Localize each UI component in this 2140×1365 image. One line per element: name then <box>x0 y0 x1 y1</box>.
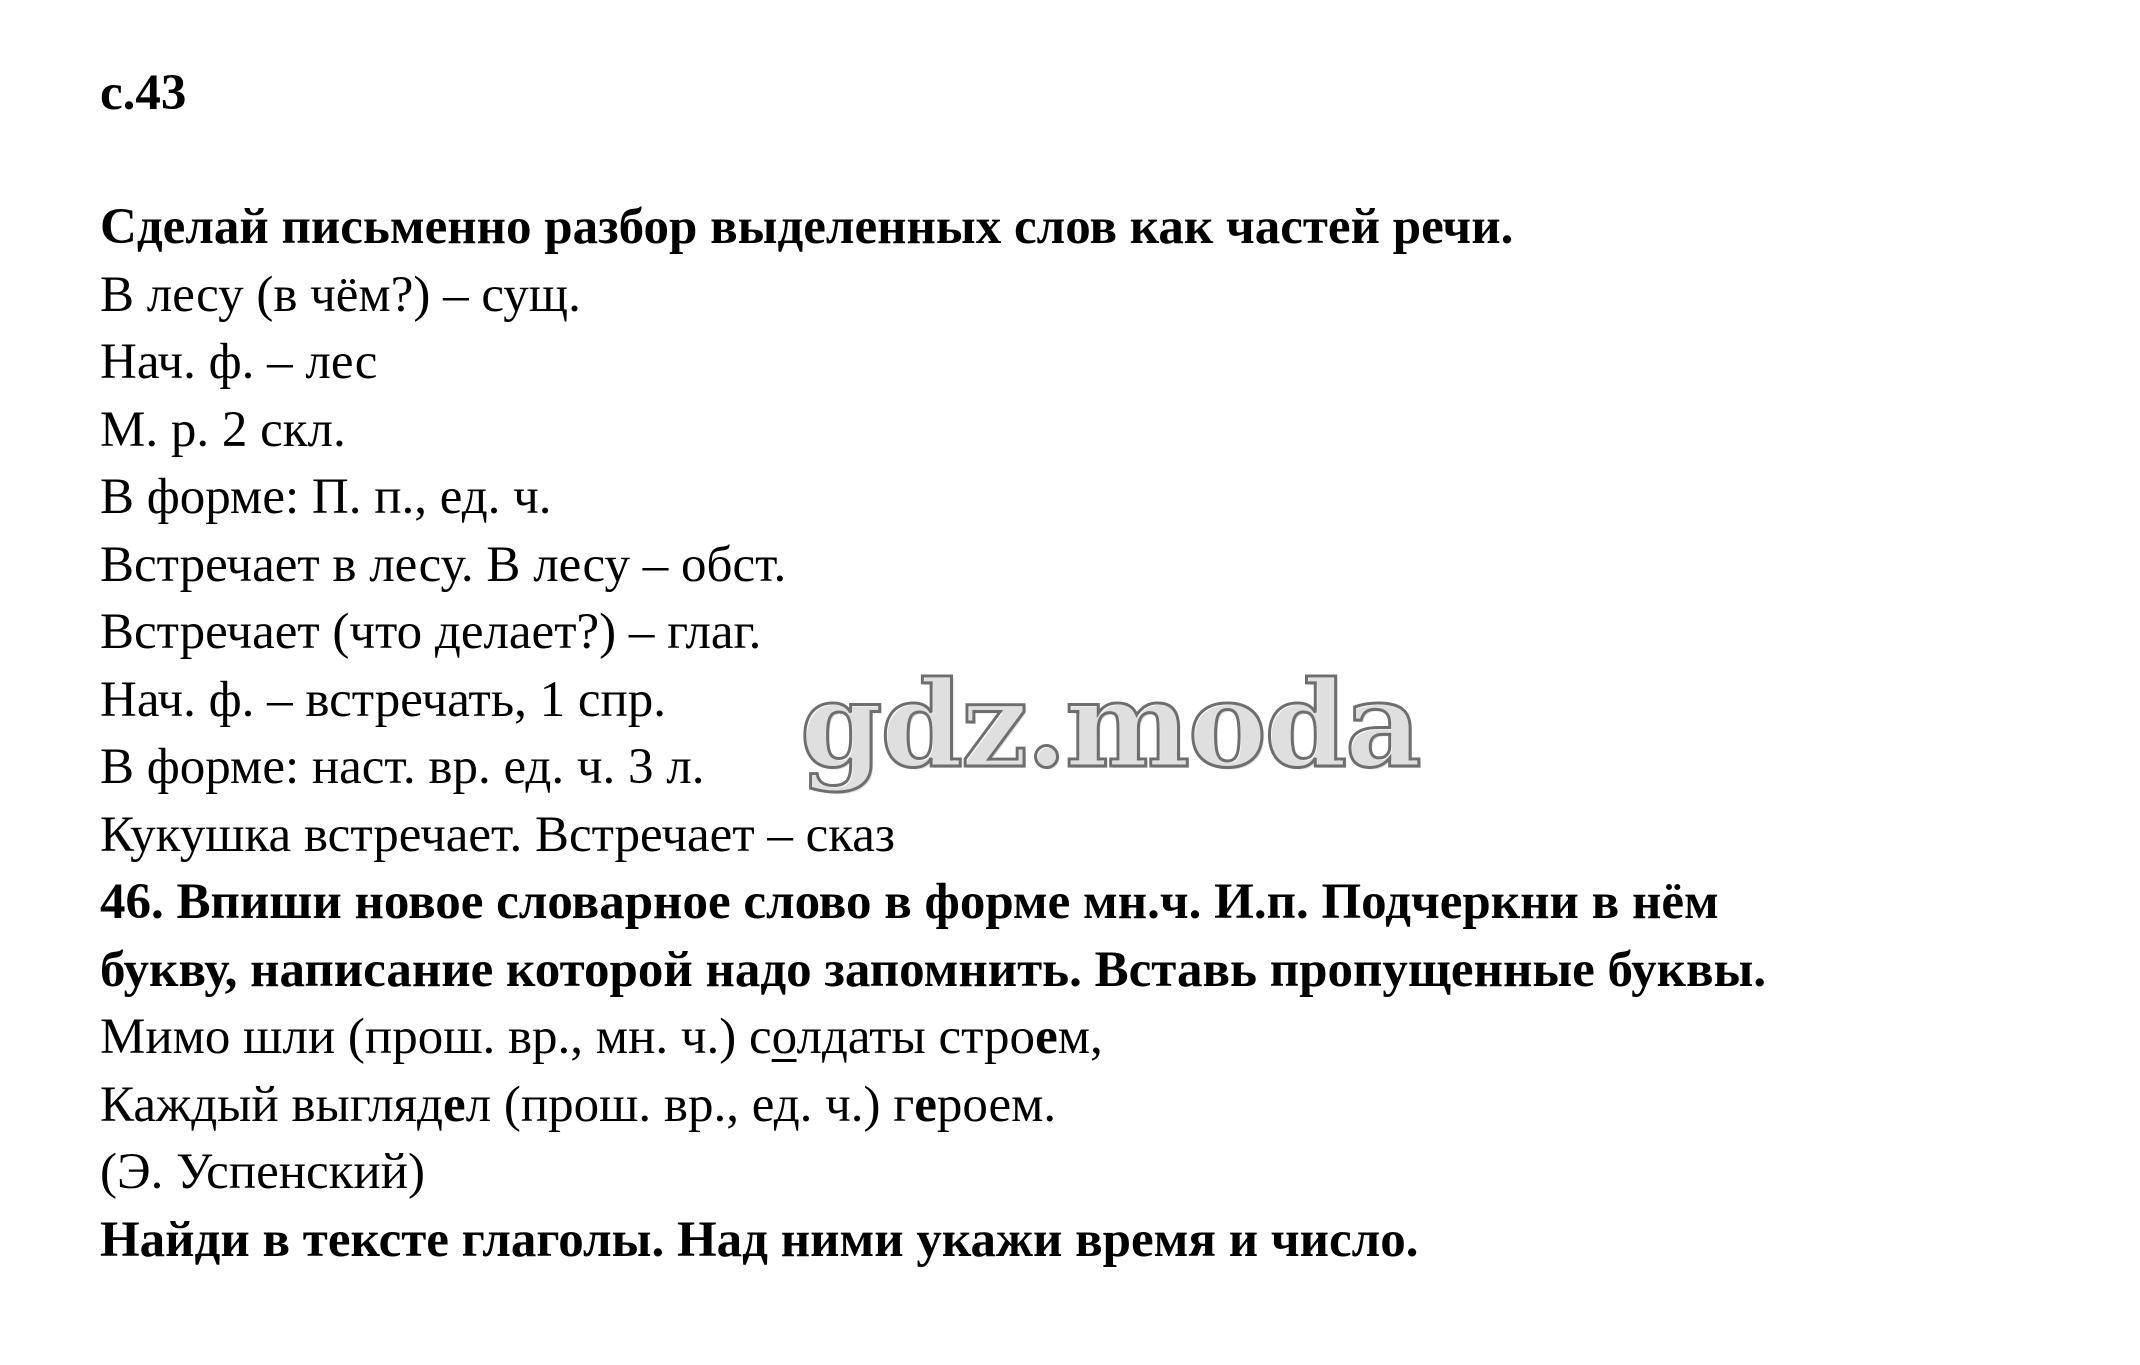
answer-line: Кукушка встречает. Встречает – сказ <box>100 807 896 863</box>
answer-line: В форме: П. п., ед. ч. <box>100 469 552 525</box>
answer-line: М. р. 2 скл. <box>100 402 346 458</box>
inserted-letter: е <box>443 1077 466 1133</box>
answer-line: Нач. ф. – лес <box>100 334 378 390</box>
poem-text: Каждый выгляд <box>100 1077 444 1133</box>
watermark: gdz.moda <box>800 655 1420 794</box>
poem-text: Мимо шли (прош. вр., мн. ч.) с <box>100 1009 772 1065</box>
task-46-heading: 46. Впиши новое словарное слово в форме мн.ч. И.п. Подчеркни в нём <box>100 874 1719 930</box>
page-number: с.43 <box>100 65 187 121</box>
poem-text: лдаты стро <box>796 1009 1036 1065</box>
underlined-letter: о <box>771 1009 797 1065</box>
inserted-letter: е <box>914 1077 937 1133</box>
answer-line: В форме: наст. вр. ед. ч. 3 л. <box>100 739 705 795</box>
answer-line: Встречает (что делает?) – глаг. <box>100 604 762 660</box>
final-task: Найди в тексте глаголы. Над ними укажи время и число. <box>100 1212 1419 1268</box>
answer-line: Нач. ф. – встречать, 1 спр. <box>100 672 667 728</box>
poem-line <box>100 1077 1057 1133</box>
task-heading: Сделай письменно разбор выделенных слов как частей речи. <box>100 199 1514 255</box>
poem-text: роем. <box>936 1077 1057 1133</box>
task-46-heading-continued: букву, написание которой надо запомнить. Вставь пропущенные буквы. <box>100 942 1767 998</box>
inserted-letter: е <box>1035 1009 1058 1065</box>
poem-author: (Э. Успенский) <box>100 1144 425 1200</box>
answer-line: В лесу (в чём?) – сущ. <box>100 267 581 323</box>
poem-line <box>100 1009 1103 1065</box>
answer-line: Встречает в лесу. В лесу – обст. <box>100 537 787 593</box>
poem-text: л (прош. вр., ед. ч.) г <box>465 1077 915 1133</box>
poem-text: м, <box>1057 1009 1103 1065</box>
